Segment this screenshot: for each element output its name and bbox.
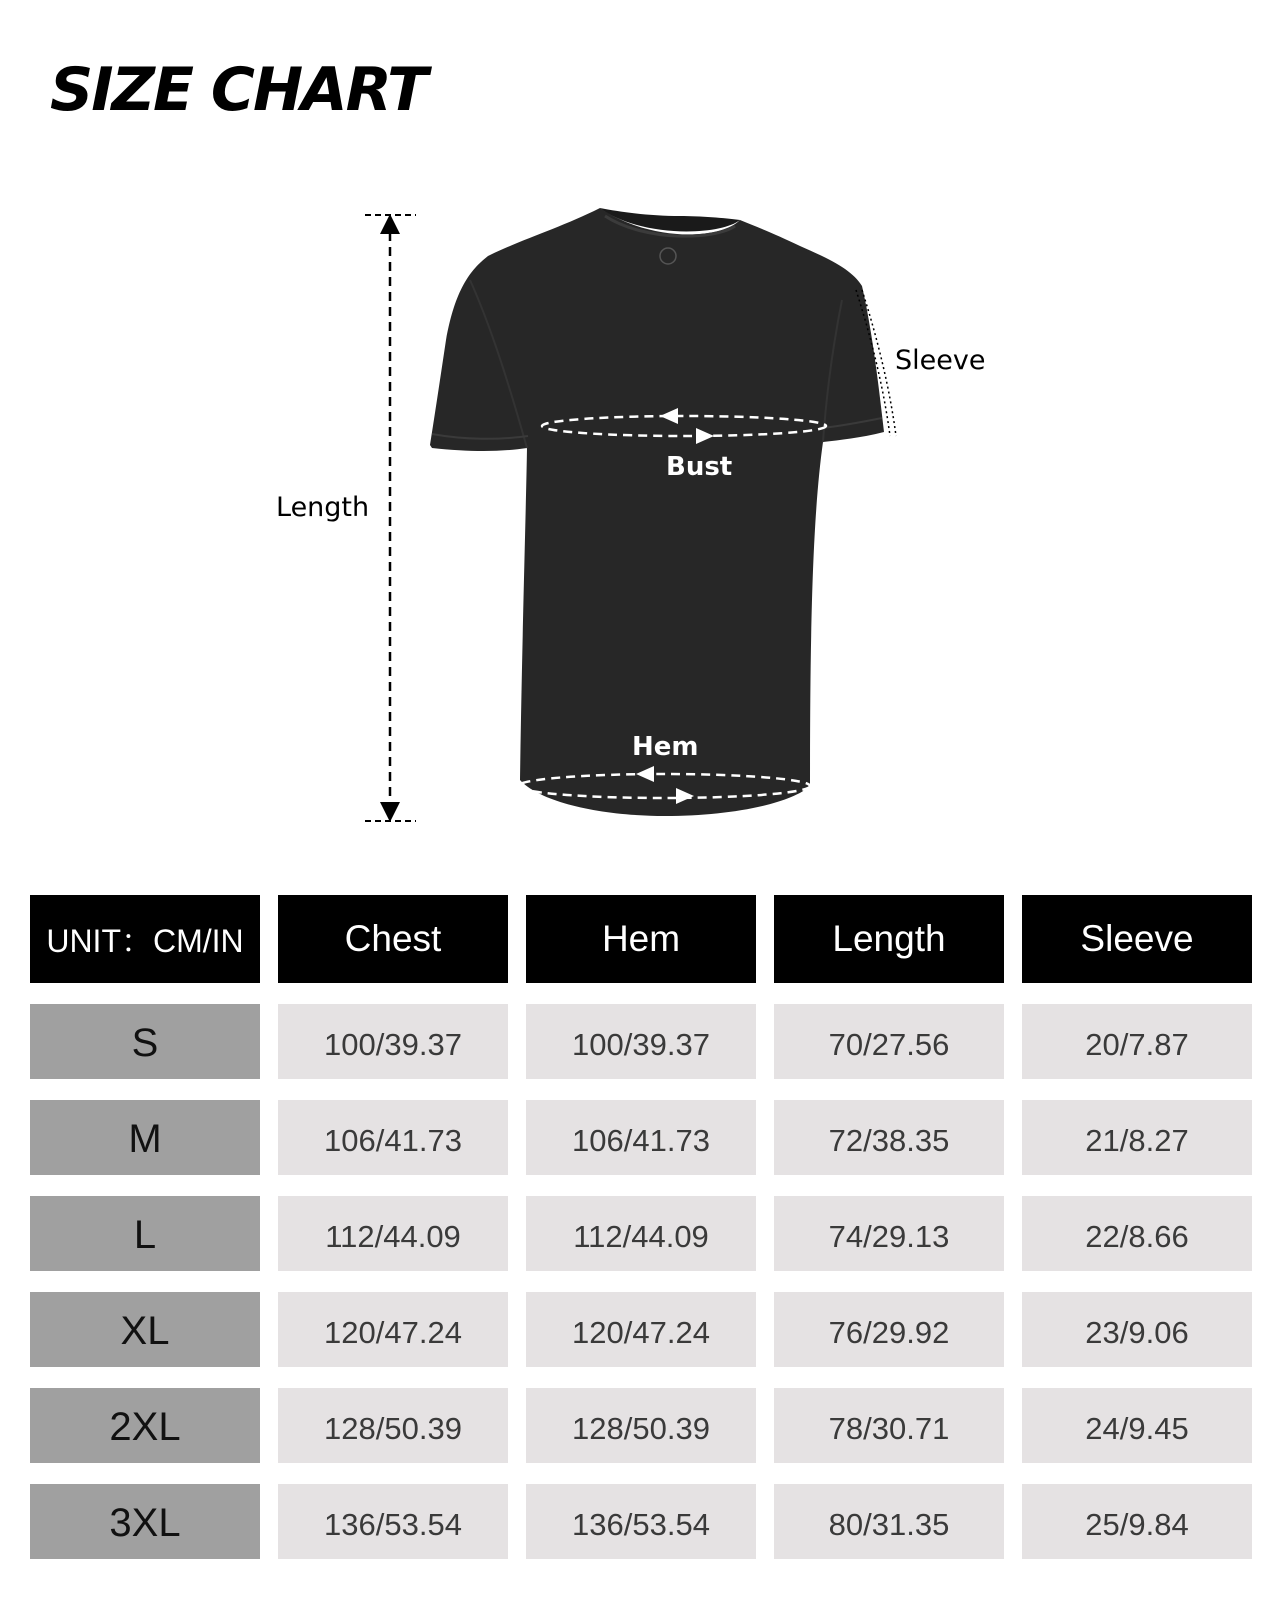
chest-cell: 100/39.37 xyxy=(278,1004,508,1079)
chest-cell: 128/50.39 xyxy=(278,1388,508,1463)
hem-cell: 120/47.24 xyxy=(526,1292,756,1367)
table-row xyxy=(30,1196,1256,1271)
length-header-cell: Length xyxy=(774,895,1004,983)
length-cell: 80/31.35 xyxy=(774,1484,1004,1559)
size-table xyxy=(30,895,1256,1580)
measurement-diagram xyxy=(0,190,1280,850)
table-row xyxy=(30,1292,1256,1367)
size-cell: XL xyxy=(30,1292,260,1367)
length-cell: 76/29.92 xyxy=(774,1292,1004,1367)
chest-cell: 112/44.09 xyxy=(278,1196,508,1271)
length-label: Length xyxy=(276,492,370,523)
sleeve-cell: 20/7.87 xyxy=(1022,1004,1252,1079)
sleeve-label: Sleeve xyxy=(895,345,986,376)
sleeve-header-cell: Sleeve xyxy=(1022,895,1252,983)
length-cell: 78/30.71 xyxy=(774,1388,1004,1463)
chest-cell: 120/47.24 xyxy=(278,1292,508,1367)
hem-cell: 112/44.09 xyxy=(526,1196,756,1271)
hem-label: Hem xyxy=(632,732,699,762)
tshirt-shape xyxy=(430,208,884,816)
hem-cell: 136/53.54 xyxy=(526,1484,756,1559)
table-header-row xyxy=(30,895,1256,983)
sleeve-cell: 25/9.84 xyxy=(1022,1484,1252,1559)
hem-cell: 106/41.73 xyxy=(526,1100,756,1175)
size-cell: L xyxy=(30,1196,260,1271)
length-cell: 74/29.13 xyxy=(774,1196,1004,1271)
length-measure-line xyxy=(365,214,416,822)
chest-cell: 106/41.73 xyxy=(278,1100,508,1175)
chest-cell: 136/53.54 xyxy=(278,1484,508,1559)
size-cell: 3XL xyxy=(30,1484,260,1559)
table-row xyxy=(30,1100,1256,1175)
length-cell: 72/38.35 xyxy=(774,1100,1004,1175)
hem-cell: 100/39.37 xyxy=(526,1004,756,1079)
unit-header-cell: UNIT：CM/IN xyxy=(30,895,260,983)
sleeve-cell: 22/8.66 xyxy=(1022,1196,1252,1271)
length-cell: 70/27.56 xyxy=(774,1004,1004,1079)
chest-header-cell: Chest xyxy=(278,895,508,983)
sleeve-cell: 21/8.27 xyxy=(1022,1100,1252,1175)
table-row xyxy=(30,1484,1256,1559)
hem-header-cell: Hem xyxy=(526,895,756,983)
sleeve-cell: 23/9.06 xyxy=(1022,1292,1252,1367)
table-row xyxy=(30,1004,1256,1079)
bust-label: Bust xyxy=(666,452,733,482)
size-cell: 2XL xyxy=(30,1388,260,1463)
sleeve-cell: 24/9.45 xyxy=(1022,1388,1252,1463)
table-row xyxy=(30,1388,1256,1463)
size-cell: S xyxy=(30,1004,260,1079)
size-cell: M xyxy=(30,1100,260,1175)
page-title: SIZE CHART xyxy=(50,55,427,125)
hem-cell: 128/50.39 xyxy=(526,1388,756,1463)
